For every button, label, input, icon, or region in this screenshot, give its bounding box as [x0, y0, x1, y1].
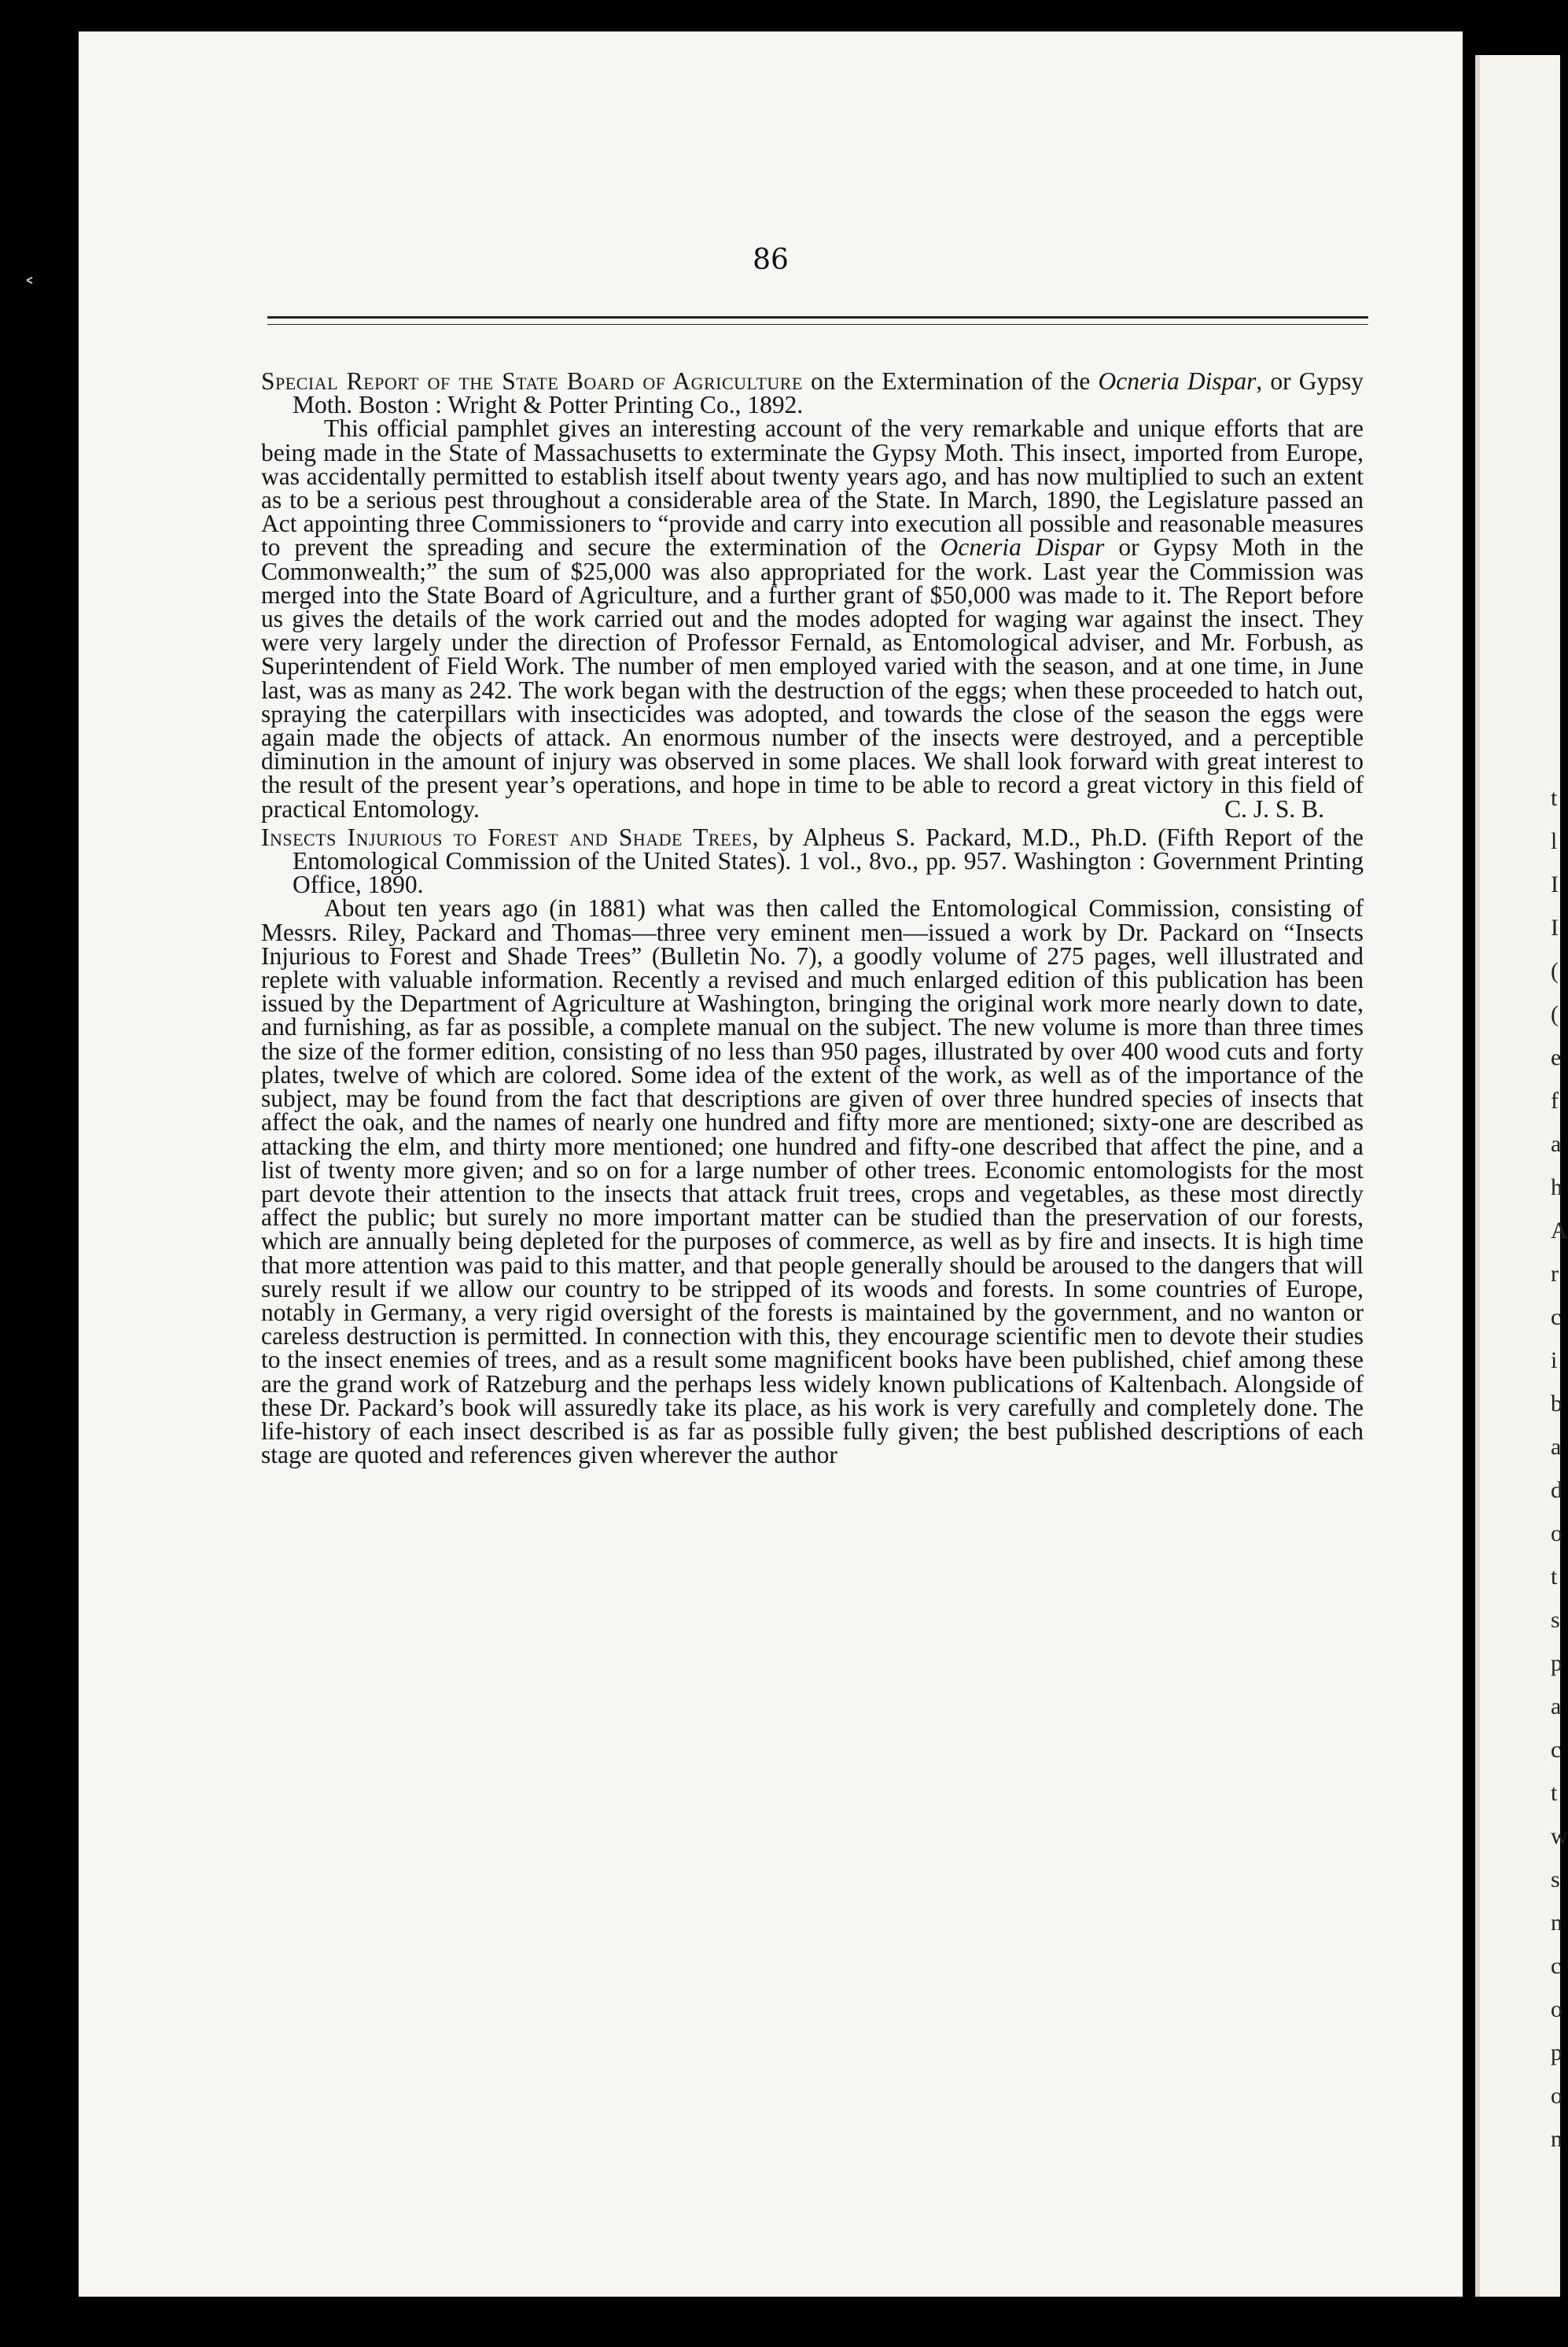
adjacent-page-fragment: p [1551, 1650, 1562, 1676]
adjacent-page-fragment: e [1551, 1045, 1562, 1070]
adjacent-page-fragment: ( [1551, 958, 1559, 984]
adjacent-page-fragment: d [1551, 1477, 1562, 1503]
adjacent-page-fragment: l [1551, 828, 1558, 854]
adjacent-page-fragment: A [1551, 1218, 1568, 1244]
page-content [261, 367, 1364, 1469]
review1-body-part-b: or Gypsy Moth in the Commonwealth;” the sum of $25,000 was also appropriated for the work. Last year the Commission was merged into the State Board of Agriculture, and a further grant of $50,000 was made to it. The Report before us gives the details of the work carried out and the modes adopted for waging war against the insect. They were very largely under the direction of Professor Fernald, as Entomological adviser, and Mr. Forbush, as Superintendent of Field Work. The number of men employed varied with the season, and at one time, in June last, was as many as 242. The work began with the destruction of the eggs; when these proceeded to hatch out, spraying the caterpillars with insecticides was adopted, and towards the close of the season the eggs were again made the objects of attack. An enormous number of the insects were destroyed, and a perceptible diminution in the amount of injury was observed in some places. We shall look forward with great interest to the result of the present year’s operations, and hope in time to be able to record a great victory in this field of practical Entomology. [261, 533, 1364, 823]
adjacent-page-fragment: a [1551, 1131, 1562, 1157]
adjacent-page-fragment: ( [1551, 1001, 1559, 1027]
adjacent-page-fragment: o [1551, 2083, 1562, 2109]
adjacent-page-fragment: p [1551, 2039, 1562, 2065]
page-number: 86 [753, 244, 789, 276]
header-rule-thick [267, 316, 1368, 319]
adjacent-page-fragment: w [1551, 1823, 1568, 1849]
header-rule-thin [267, 324, 1368, 325]
adjacent-page-fragment: o [1551, 1996, 1562, 2022]
adjacent-page-fragment: c [1551, 1953, 1562, 1979]
review2-heading-rest: , by Alpheus S. Packard, M.D., Ph.D. (Fifth Report of the Entomological Commission of the United States). 1 vol., 8vo., pp. 957. Washington : Government Printing Office, 1890. [293, 823, 1364, 899]
adjacent-page-fragment: i [1551, 1347, 1558, 1373]
adjacent-page-fragment: n [1551, 1910, 1562, 1936]
review1-body-species: Ocneria Dispar [940, 533, 1105, 562]
adjacent-page-fragment: t [1551, 1780, 1558, 1806]
review1-body-part-a: This official pamphlet gives an interesting account of the very remarkable and unique efforts that are being made in the State of Massachusetts to exterminate the Gypsy Moth. This insect, imported from Europe, was accidentally permitted to establish itself about twenty years ago, and has now multiplied to such an extent as to be a serious pest throughout a considerable area of the State. In March, 1890, the Legislature passed an Act appointing three Commissioners to “provide and carry into execution all possible and reasonable measures to prevent the spreading and secure the extermination of the [261, 415, 1364, 562]
document-page [79, 31, 1463, 2297]
adjacent-page-fragment: h [1551, 1174, 1562, 1200]
adjacent-page-fragment: f [1551, 1088, 1559, 1114]
review1-heading-species: Ocneria Dispar [1098, 367, 1257, 395]
review1-body [261, 415, 1364, 823]
review1-heading [261, 367, 1364, 419]
adjacent-page-fragment: c [1551, 1737, 1562, 1763]
adjacent-page-fragment: a [1551, 1434, 1562, 1460]
review2-heading-title: Insects Injurious to Forest and Shade Trees [261, 823, 753, 851]
review2-body: About ten years ago (in 1881) what was then called the Entomological Commission, consisting of Messrs. Riley, Packard and Thomas—three very eminent men—issued a work by Dr. Packard on “Insects Injurious to Forest and Shade Trees” (Bulletin No. 7), a goodly volume of 275 pages, well illustrated and replete with valuable information. Recently a revised and much enlarged edition of this publication has been issued by the Department of Agriculture at Washington, bringing the original work more nearly down to date, and furnishing, as far as possible, a complete manual on the subject. The new volume is more than three times the size of the former edition, consisting of no less than 950 pages, illustrated by over 400 wood cuts and forty plates, twelve of which are colored. Some idea of the extent of the work, as well as of the importance of the subject, may be found from the fact that descriptions are given of over three hundred species of insects that affect the oak, and the names of nearly one hundred and fifty more are mentioned; sixty-one are described as attacking the elm, and thirty more mentioned; one hundred and fifty-one described that affect the pine, and a list of twenty more given; and so on for a large number of other trees. Economic entomologists for the most part devote their attention to the insects that attack fruit trees, crops and vegetables, as these most directly affect the public; but surely no more important matter can be studied than the preservation of our forests, which are annually being depleted for the purposes of commerce, as well as by fire and insects. It is high time that more attention was paid to this matter, and that people generally should be aroused to the dangers that will surely result if we allow our country to be stripped of its woods and forests. In some countries of Europe, notably in Germany, a very rigid oversight of the forests is maintained by the government, and no wanton or careless destruction is permitted. In connection with this, they encourage scientific men to devote their studies to the insect enemies of trees, and as a result some magnificent books have been published, chief among these are the grand work of Ratzeburg and the perhaps less widely known publications of Kaltenbach. Alongside of these Dr. Packard’s book will assuredly take its place, as his work is very carefully and completely done. The life-history of each insect described is as far as possible fully given; the best published descriptions of each stage are quoted and references given wherever the author [261, 894, 1364, 1469]
review2-heading [261, 823, 1364, 899]
review1-signature: C. J. S. B. [1224, 794, 1324, 823]
review1-heading-rest2: , or Gypsy Moth. Boston : Wright & Potter Printing Co., 1892. [293, 367, 1364, 419]
adjacent-page-fragment: t [1551, 1564, 1558, 1590]
adjacent-page-fragment: s [1551, 1607, 1560, 1633]
adjacent-page-fragment: b [1551, 1391, 1562, 1417]
adjacent-page-fragment: I [1551, 915, 1559, 941]
adjacent-page-fragment: n [1551, 2126, 1562, 2152]
adjacent-page-fragment: s [1551, 1866, 1560, 1892]
adjacent-page-fragment: r [1551, 1261, 1559, 1287]
adjacent-page-fragment: t [1551, 785, 1558, 811]
review1-heading-title: Special Report of the State Board of Agriculture [261, 367, 803, 395]
review1-heading-rest1: on the Extermination of the [802, 367, 1099, 395]
adjacent-page-fragment: a [1551, 1693, 1562, 1719]
adjacent-page-fragment: I [1551, 871, 1559, 897]
adjacent-page-gutter [1475, 55, 1480, 2297]
adjacent-page-fragment: c [1551, 1304, 1562, 1330]
scan-artifact-mark: ˂ [24, 275, 35, 303]
adjacent-page-edge [1475, 55, 1568, 2297]
adjacent-page-fragment: o [1551, 1520, 1562, 1546]
